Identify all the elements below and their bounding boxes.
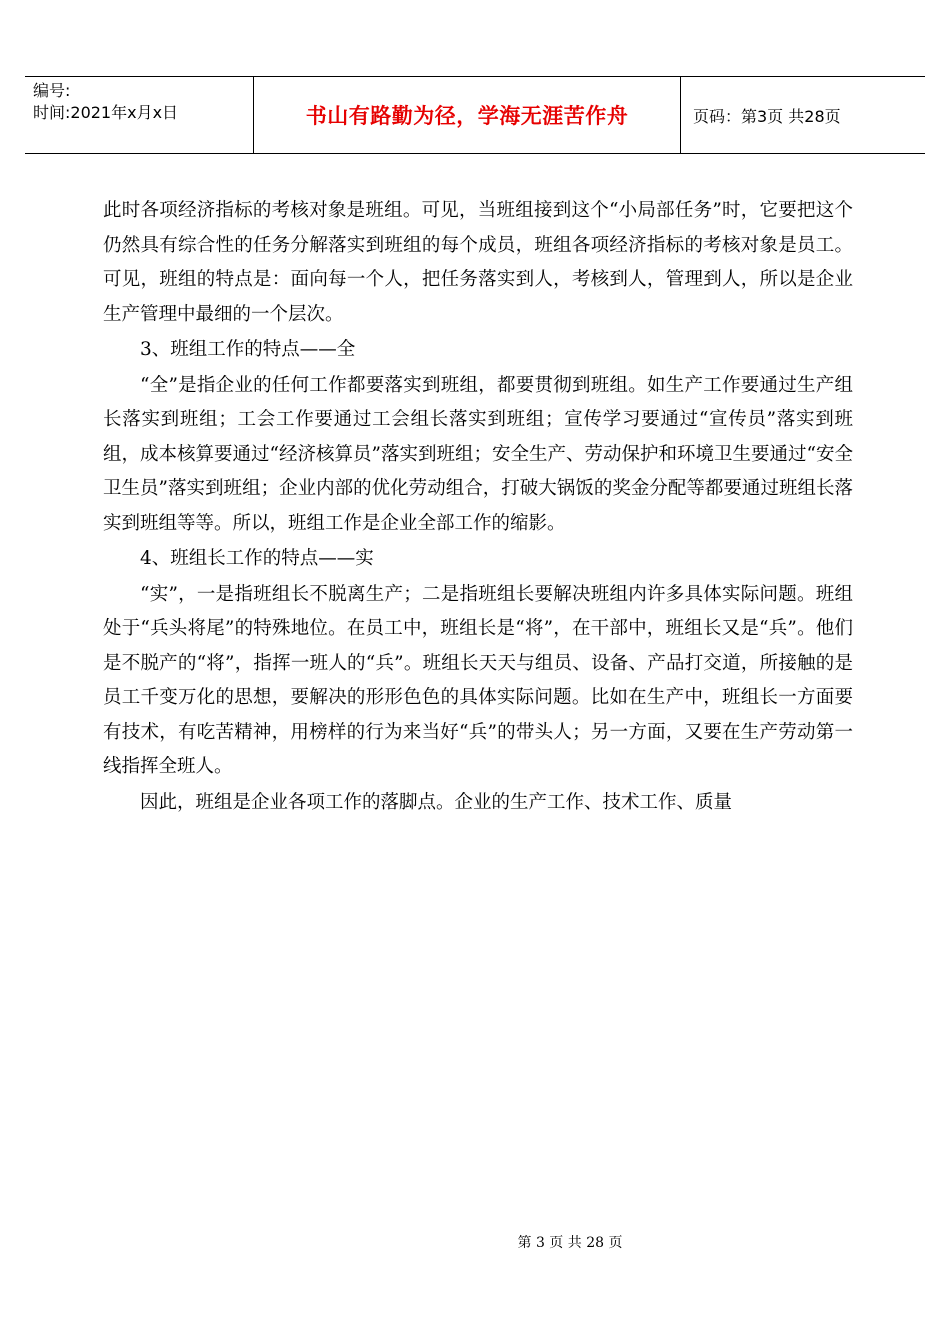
paragraph-continuation: 此时各项经济指标的考核对象是班组。可见，当班组接到这个“小局部任务”时，它要把这个仍然具有综合性的任务分解落实到班组的每个成员，班组各项经济指标的考核对象是员工。可见，班组的特点是：面向每一个人，把任务落实到人，考核到人，管理到人，所以是企业生产管理中最细的一个层次。 (103, 200, 853, 325)
document-body (103, 194, 853, 821)
paragraph-conclusion: 因此，班组是企业各项工作的落脚点。企业的生产工作、技术工作、质量 (140, 791, 733, 813)
document-header (25, 76, 925, 154)
paragraph-quan: “全”是指企业的任何工作都要落实到班组，都要贯彻到班组。如生产工作要通过生产组长落实到班组；工会工作要通过工会组长落实到班组；宣传学习要通过“宣传员”落实到班组，成本核算要通过“经济核算员”落实到班组；安全生产、劳动保护和环境卫生要通过“安全卫生员”落实到班组；企业内部的优化劳动组合，打破大锅饭的奖金分配等都要通过班组长落实到班组等等。所以，班组工作是企业全部工作的缩影。 (103, 374, 853, 534)
header-page-info: 页码：第3页 共28页 (693, 106, 841, 126)
document-time-label: 时间:2021年x月x日 (33, 103, 179, 122)
header-motto: 书山有路勤为径，学海无涯苦作舟 (254, 77, 681, 153)
section-heading-3: 3、班组工作的特点——全 (140, 339, 356, 360)
section-heading-4: 4、班组长工作的特点——实 (140, 548, 374, 569)
document-number-label: 编号: (33, 81, 71, 100)
paragraph-shi: “实”，一是指班组长不脱离生产；二是指班组长要解决班组内许多具体实际问题。班组处于“兵头将尾”的特殊地位。在员工中，班组长是“将”，在干部中，班组长又是“兵”。他们是不脱产的“将”，指挥一班人的“兵”。班组长天天与组员、设备、产品打交道，所接触的是员工千变万化的思想，要解决的形形色色的具体实际问题。比如在生产中，班组长一方面要有技术，有吃苦精神，用榜样的行为来当好“兵”的带头人；另一方面，又要在生产劳动第一线指挥全班人。 (103, 583, 853, 777)
header-meta (25, 77, 254, 153)
page-footer: 第 3 页 共 28 页 (517, 1235, 623, 1251)
